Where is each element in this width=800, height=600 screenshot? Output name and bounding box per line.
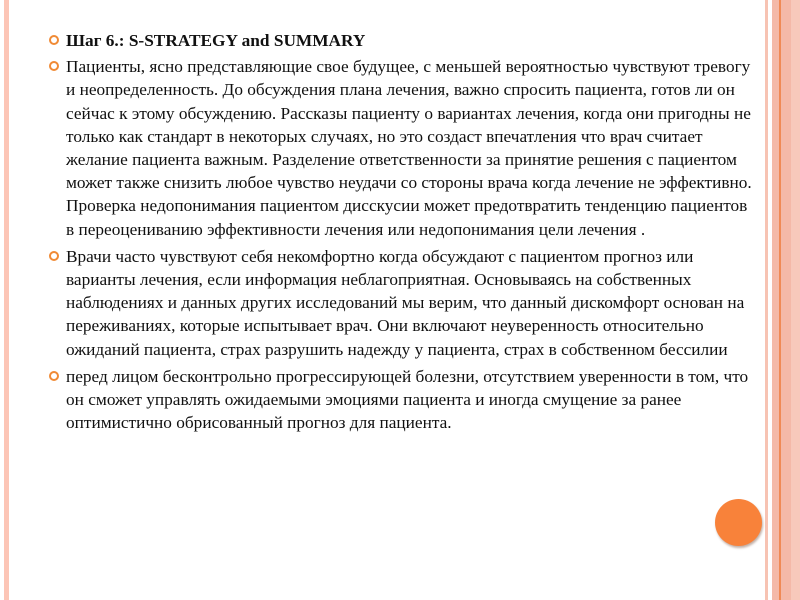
- circle-bullet-icon: [49, 371, 59, 381]
- slide-title: Шаг 6.: S-STRATEGY and SUMMARY: [66, 31, 366, 50]
- bullet-paragraph: [47, 365, 759, 435]
- bullet-paragraph: [47, 55, 759, 241]
- right-stripe: [765, 0, 768, 600]
- circle-bullet-icon: [49, 35, 59, 45]
- slide-content: [47, 29, 759, 438]
- bullet-paragraph: [47, 245, 759, 361]
- left-decorative-bar: [4, 0, 9, 600]
- right-stripe: [791, 0, 800, 600]
- orange-circle-decoration-icon: [715, 499, 762, 546]
- circle-bullet-icon: [49, 61, 59, 71]
- right-stripe: [772, 0, 779, 600]
- bullet-text: Пациенты, ясно представляющие свое будущее, с меньшей вероятностью чувствуют тревогу и неопределенность. До обсуждения плана лечения, важно спросить пациента, готов ли он сейчас к этому обсуждению. Рассказы пациенту о вариантах лечения, когда они пригодны не только как стандарт в некоторых случаях, но это создаст впечатления что врач считает желание пациента важным. Разделение ответственности за принятие решения с пациентом может также снизить любое чувство неудачи со стороны врача когда лечение не эффективно. Проверка недопонимания пациентом дисскусии может предотвратить тенденцию пациентов в переоцениванию эффективности лечения или недопонимания цели лечения .: [66, 57, 752, 239]
- circle-bullet-icon: [49, 251, 59, 261]
- bullet-text: перед лицом бесконтрольно прогрессирующей болезни, отсутствием уверенности в том, что он сможет управлять ожидаемыми эмоциями пациента и иногда смущение за ранее оптимистично обрисованный прогноз для пациента.: [66, 366, 749, 433]
- right-stripe: [781, 0, 791, 600]
- slide-title-item: [47, 29, 759, 52]
- bullet-text: Врачи часто чувствуют себя некомфортно когда обсуждают с пациентом прогноз или варианты лечения, если информация неблагоприятная. Основываясь на собственных наблюдениях и данных других исследований мы верим, что данный дискомфорт основан на переживаниях, которые испытывает врач. Они включают неуверенность относительно ожиданий пациента, страх разрушить надежду у пациента, страх в собственном бессилии: [66, 246, 745, 359]
